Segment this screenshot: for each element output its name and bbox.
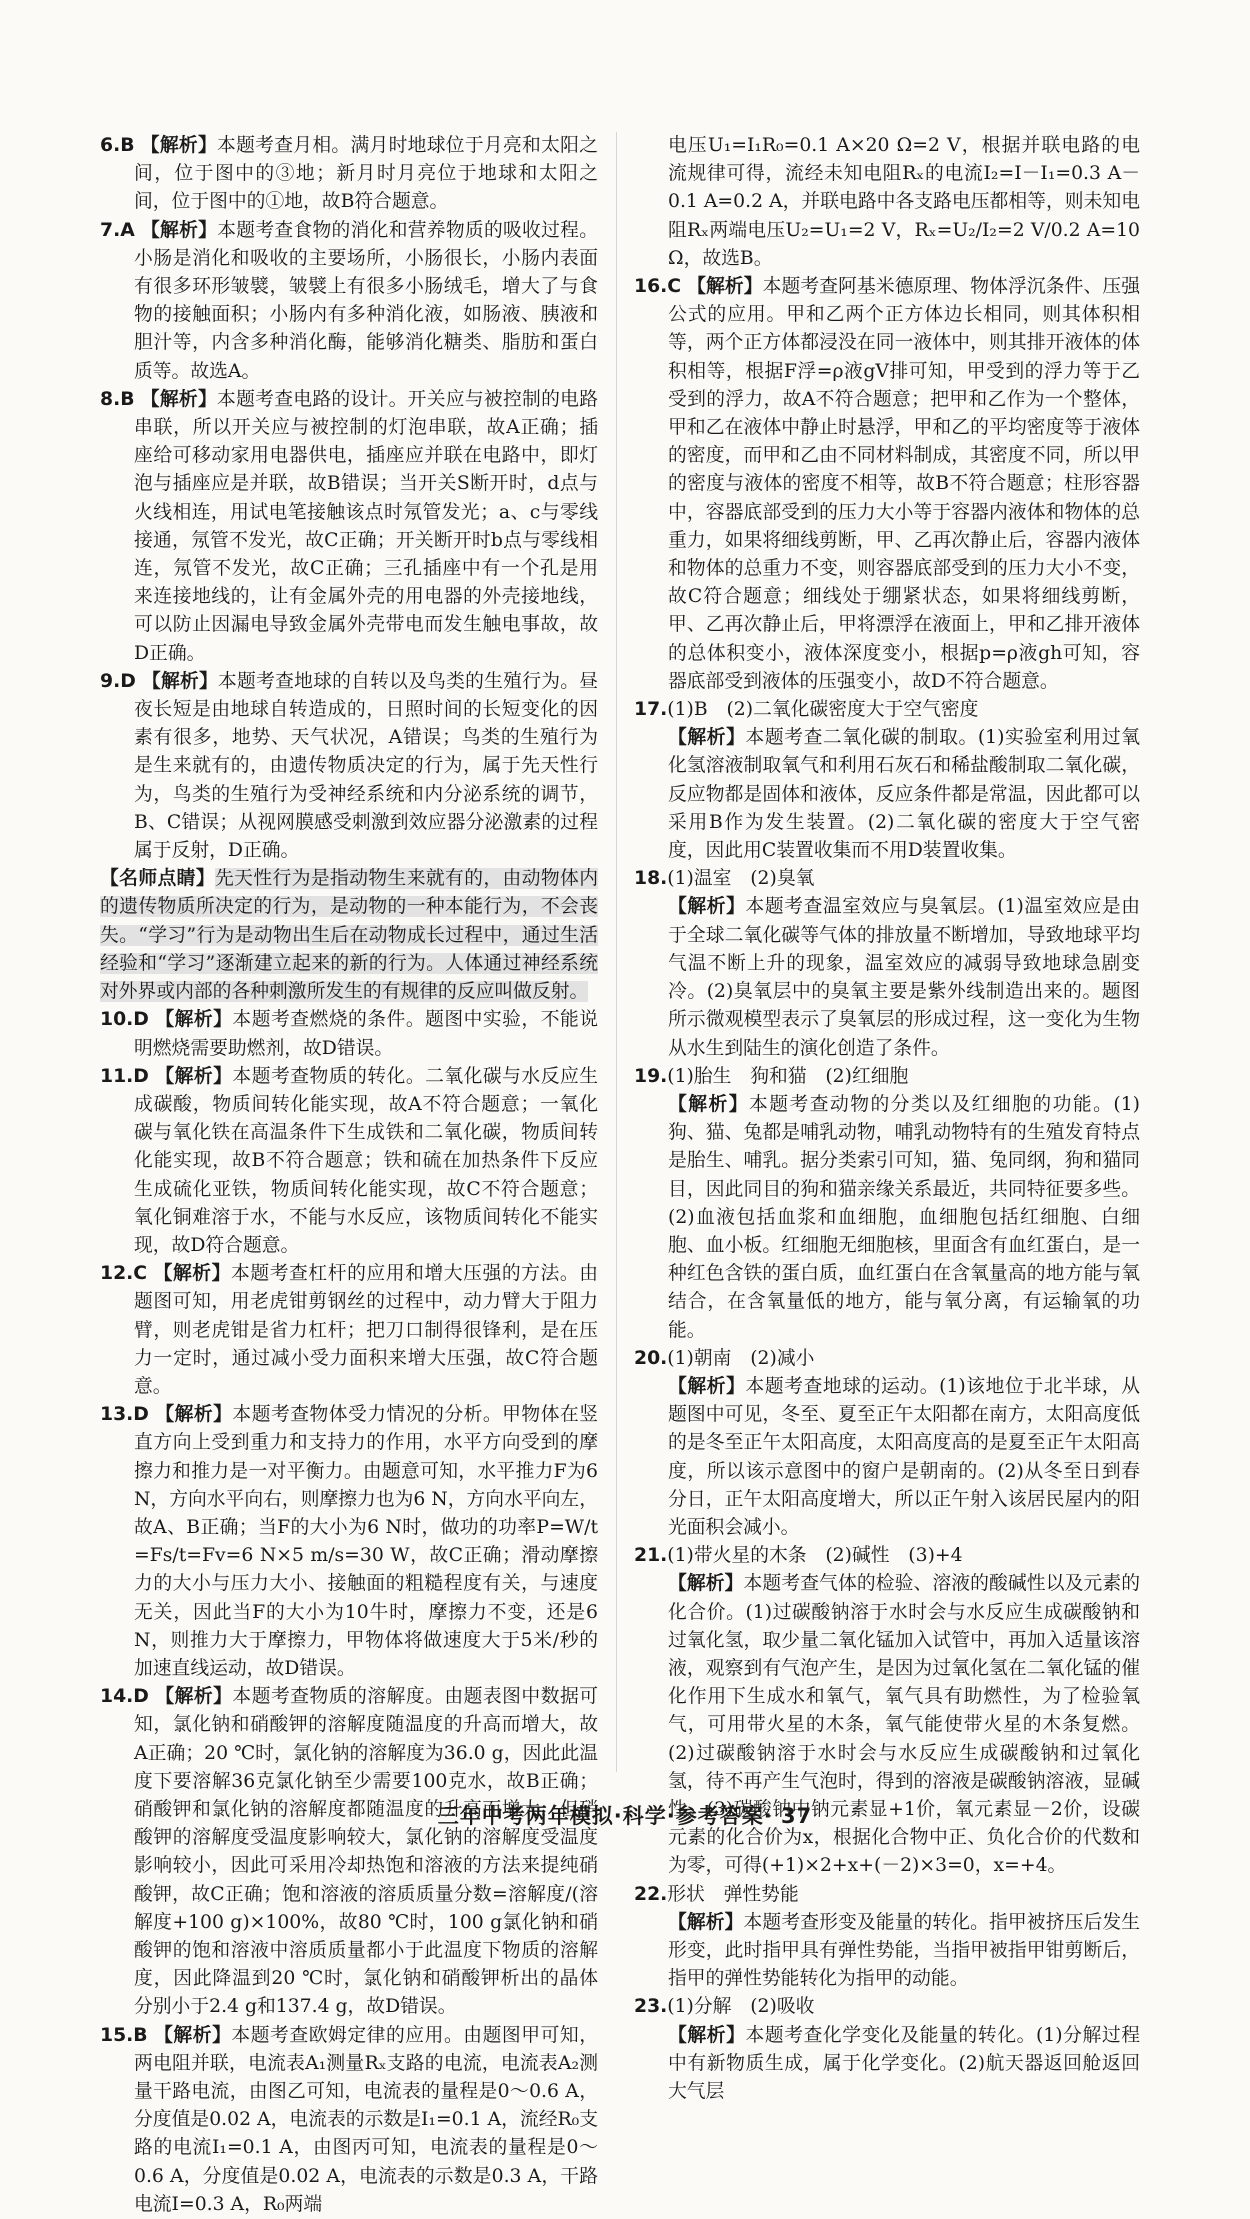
answer-11: 11.D 【解析】本题考查物质的转化。二氧化碳与水反应生成碳酸，物质间转化能实现，故A不符合题意；一氧化碳与氧化铁在高温条件下生成铁和二氧化碳，物质间转化能实现，故B不符合题意；铁和硫在加热条件下反应生成硫化亚铁，物质间转化能实现，故C不符合题意；氧化铜难溶于水，不能与水反应，该物质间转化不能实现，故D符合题意。 — [100, 1065, 599, 1256]
answer-23: 23.(1)分解 (2)吸收 — [634, 1996, 815, 2018]
answer-15-continued: 电压U₁=I₁R₀=0.1 A×20 Ω=2 V，根据并联电路的电流规律可得，流经未知电阻Rₓ的电流I₂=I－I₁=0.3 A－0.1 A=0.2 A，并联电路中各支路电压都相等，则未知电阻Rₓ两端电压U₂=U₁=2 V，Rₓ=U₂/I₂=2 V/0.2 A=10 Ω，故选B。 — [668, 135, 1140, 269]
analysis-21: 【解析】本题考查气体的检验、溶液的酸碱性以及元素的化合价。(1)过碳酸钠溶于水时会与水反应生成碳酸钠和过氧化氢，取少量二氧化锰加入试管中，再加入适量该溶液，观察到有气泡产生，是因为过氧化氢在二氧化锰的催化作用下生成水和氧气，氧气具有助燃性，为了检验氧气，可用带火星的木条，氧气能使带火星的木条复燃。(2)过碳酸钠溶于水时会与水反应生成碳酸钠和过氧化氢，待不再产生气泡时，得到的溶液是碳酸钠溶液，显碱性。(3)碳酸钠中钠元素显+1价，氧元素显－2价，设碳元素的化合价为x，根据化合物中正、负化合价的代数和为零，可得(+1)×2+x+(－2)×3=0，x=+4。 — [668, 1573, 1141, 1877]
analysis-22: 【解析】本题考查形变及能量的转化。指甲被挤压后发生形变，此时指甲具有弹性势能，当指甲被指甲钳剪断后，指甲的弹性势能转化为指甲的动能。 — [668, 1911, 1141, 1990]
analysis-17: 【解析】本题考查二氧化碳的制取。(1)实验室利用过氧化氢溶液制取氧气和利用石灰石和稀盐酸制取二氧化碳，反应物都是固体和液体，反应条件都是常温，因此都可以采用B作为发生装置。(2)二氧化碳的密度大于空气密度，因此用C装置收集而不用D装置收集。 — [668, 727, 1141, 862]
answer-17: 17.(1)B (2)二氧化碳密度大于空气密度 — [634, 699, 979, 721]
answer-12: 12.C 【解析】本题考查杠杆的应用和增大压强的方法。由题图可知，用老虎钳剪钢丝的过程中，动力臂大于阻力臂，则老虎钳是省力杠杆；把刀口制得很锋利，是在压力一定时，通过减小受力面积来增大压强，故C符合题意。 — [100, 1263, 599, 1397]
answer-22: 22.形状 弹性势能 — [634, 1883, 799, 1905]
answer-6: 6.B 【解析】本题考查月相。满月时地球位于月亮和太阳之间，位于图中的③地；新月时月亮位于地球和太阳之间，位于图中的①地，故B符合题意。 — [100, 135, 599, 213]
answer-8: 8.B 【解析】本题考查电路的设计。开关应与被控制的电路串联，所以开关应与被控制的灯泡串联，故A正确；插座给可移动家用电器供电，插座应并联在电路中，即灯泡与插座应是并联，故B错误；当开关S断开时，d点与火线相连，用试电笔接触该点时氖管发光；a、c与零线接通，氖管不发光，故C正确；开关断开时b点与零线相连，氖管不发光，故C正确；三孔插座中有一个孔是用来连接地线的，让有金属外壳的用电器的外壳接地线，可以防止因漏电导致金属外壳带电而发生触电事故，故D正确。 — [100, 388, 599, 664]
left-column — [100, 132, 598, 2219]
analysis-23: 【解析】本题考查化学变化及能量的转化。(1)分解过程中有新物质生成，属于化学变化。(2)航天器返回舱返回大气层 — [668, 2024, 1141, 2103]
answer-16: 16.C 【解析】本题考查阿基米德原理、物体浮沉条件、压强公式的应用。甲和乙两个正方体边长相同，则其体积相等，两个正方体都浸没在同一液体中，则其排开液体的体积相等，根据F浮=ρ液gV排可知，甲受到的浮力等于乙受到的浮力，故A不符合题意；把甲和乙作为一个整体，甲和乙在液体中静止时悬浮，甲和乙的平均密度等于液体的密度，而甲和乙由不同材料制成，其密度不同，所以甲的密度与液体的密度不相等，故B不符合题意；柱形容器中，容器底部受到的压力大小等于容器内液体和物体的总重力，如果将细线剪断，甲、乙再次静止后，容器内液体和物体的总重力不变，则容器底部受到的压力大小不变，故C符合题意；细线处于绷紧状态，如果将细线剪断，甲、乙再次静止后，甲将漂浮在液面上，甲和乙排开液体的总体积变小，液体深度变小，根据p=ρ液gh可知，容器底部受到液体的压强变小，故D不符合题意。 — [634, 276, 1140, 692]
answer-15: 15.B 【解析】本题考查欧姆定律的应用。由题图甲可知，两电阻并联，电流表A₁测量Rₓ支路的电流，电流表A₂测量干路电流，由图乙可知，电流表的量程是0～0.6 A，分度值是0.02 A，电流表的示数是I₁=0.1 A，流经R₀支路的电流I₁=0.1 A，由图丙可知，电流表的量程是0～0.6 A，分度值是0.02 A，电流表的示数是0.3 A，干路电流I=0.3 A，R₀两端 — [100, 2024, 598, 2215]
answer-14: 14.D 【解析】本题考查物质的溶解度。由题表图中数据可知，氯化钠和硝酸钾的溶解度随温度的升高而增大，故A正确；20 ℃时，氯化钠的溶解度为36.0 g，因此此温度下要溶解36克氯化钠至少需要100克水，故B正确；硝酸钾和氯化钠的溶解度都随温度的升高而增大，但硝酸钾的溶解度受温度影响较大，氯化钠的溶解度受温度影响较小，因此可采用冷却热饱和溶液的方法来提纯硝酸钾，故C正确；饱和溶液的溶质质量分数=溶解度/(溶解度+100 g)×100%，故80 ℃时，100 g氯化钠和硝酸钾的饱和溶液中溶质质量都小于此温度下物质的溶解度，因此降温到20 ℃时，氯化钠和硝酸钾析出的晶体分别小于2.4 g和137.4 g，故D错误。 — [100, 1686, 599, 2018]
answer-10: 10.D 【解析】本题考查燃烧的条件。题图中实验，不能说明燃烧需要助燃剂，故D错误。 — [100, 1009, 599, 1059]
answer-7: 7.A 【解析】本题考查食物的消化和营养物质的吸收过程。小肠是消化和吸收的主要场所，小肠很长，小肠内表面有很多环形皱襞，皱襞上有很多小肠绒毛，增大了与食物的接触面积；小肠内有多种消化液，如肠液、胰液和胆汁等，内含多种消化酶，能够消化糖类、脂肪和蛋白质等。故选A。 — [100, 219, 599, 382]
teacher-tip: 【名师点睛】先天性行为是指动物生来就有的，由动物体内的遗传物质所决定的行为，是动物的一种本能行为，不会丧失。“学习”行为是动物出生后在动物成长过程中，通过生活经验和“学习”逐渐建立起来的新的行为。人体通过神经系统对外界或内部的各种刺激所发生的有规律的反应叫做反射。 — [100, 868, 599, 1003]
page-footer: 三年中考两年模拟·科学·参考答案· 37 — [437, 1804, 813, 1828]
answer-20: 20.(1)朝南 (2)减小 — [634, 1347, 815, 1369]
column-divider — [616, 132, 617, 1772]
answer-19: 19.(1)胎生 狗和猫 (2)红细胞 — [634, 1065, 909, 1087]
analysis-18: 【解析】本题考查温室效应与臭氧层。(1)温室效应是由于全球二氧化碳等气体的排放量不断增加，导致地球平均气温不断上升的现象，温室效应的减弱导致地球急剧变冷。(2)臭氧层中的臭氧主要是紫外线制造出来的。题图所示微观模型表示了臭氧层的形成过程，这一变化为生物从水生到陆生的演化创造了条件。 — [668, 896, 1141, 1059]
answer-13: 13.D 【解析】本题考查物体受力情况的分析。甲物体在竖直方向上受到重力和支持力的作用，水平方向受到的摩擦力和推力是一对平衡力。由题意可知，水平推力F为6 N，方向水平向右，则摩擦力也为6 N，方向水平向左，故A、B正确；当F的大小为6 N时，做功的功率P=W/t=Fs/t=Fv=6 N×5 m/s=30 W，故C正确；滑动摩擦力的大小与压力大小、接触面的粗糙程度有关，与速度无关，因此当F的大小为10牛时，摩擦力不变，还是6 N，则推力大于摩擦力，甲物体将做速度大于5米/秒的加速直线运动，故D错误。 — [100, 1404, 599, 1679]
analysis-19: 【解析】本题考查动物的分类以及红细胞的功能。(1)狗、猫、兔都是哺乳动物，哺乳动物特有的生殖发育特点是胎生、哺乳。据分类索引可知，猫、兔同纲，狗和猫同目，因此同目的狗和猫亲缘关系最近，共同特征要多些。(2)血液包括血浆和血细胞，血细胞包括红细胞、白细胞、血小板。红细胞无细胞核，里面含有血红蛋白，是一种红色含铁的蛋白质，血红蛋白在含氧量高的地方能与氧结合，在含氧量低的地方，能与氧分离，有运输氧的功能。 — [668, 1093, 1140, 1341]
analysis-20: 【解析】本题考查地球的运动。(1)该地位于北半球，从题图中可见，冬至、夏至正午太阳都在南方，太阳高度低的是冬至正午太阳高度，太阳高度高的是夏至正午太阳高度，所以该示意图中的窗户是朝南的。(2)从冬至日到春分日，正午太阳高度增大，所以正午射入该居民屋内的阳光面积会减小。 — [668, 1375, 1141, 1538]
answer-9: 9.D 【解析】本题考查地球的自转以及鸟类的生殖行为。昼夜长短是由地球自转造成的，日照时间的长短变化的因素有很多，地势、天气状况，A错误；鸟类的生殖行为是生来就有的，由遗传物质决定的行为，属于先天性行为，鸟类的生殖行为受神经系统和内分泌系统的调节，B、C错误；从视网膜感受刺激到效应器分泌激素的过程属于反射，D正确。 — [100, 670, 599, 862]
answer-18: 18.(1)温室 (2)臭氧 — [634, 868, 815, 890]
answer-21: 21.(1)带火星的木条 (2)碱性 (3)+4 — [634, 1545, 963, 1567]
